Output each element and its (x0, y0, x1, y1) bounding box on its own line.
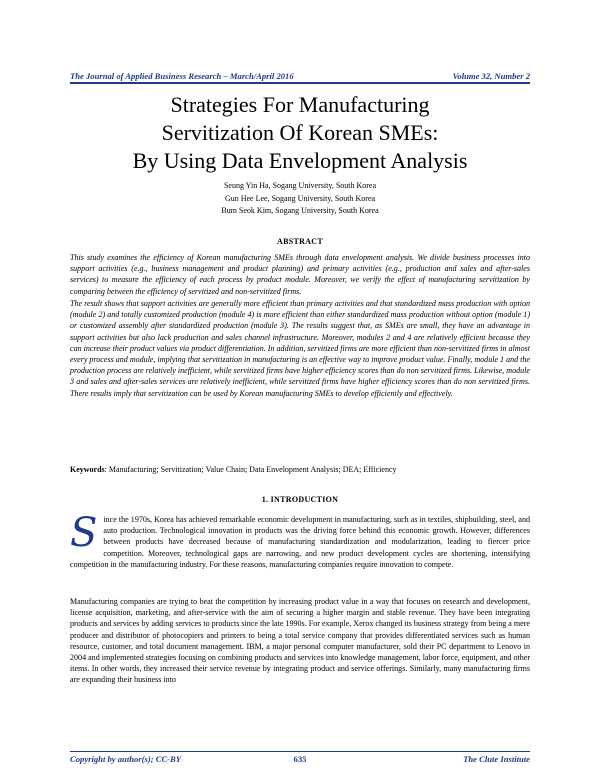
title-line: Strategies For Manufacturing (170, 92, 430, 117)
page-number: 635 (293, 754, 307, 764)
author-affiliation: Gun Hee Lee, Sogang University, South Korea (224, 193, 376, 203)
section-heading: 1. INTRODUCTION (261, 495, 339, 504)
keywords (70, 464, 530, 475)
title-line: By Using Data Envelopment Analysis (132, 148, 468, 173)
volume-number: Volume 32, Number 2 (452, 71, 530, 81)
copyright-notice: Copyright by author(s); CC-BY (70, 754, 182, 764)
keywords-text: : Manufacturing; Servitization; Value Chain; Data Envelopment Analysis; DEA; Efficiency (104, 465, 397, 474)
author-list (70, 180, 530, 218)
title-line: Servitization Of Korean SMEs: (161, 120, 439, 145)
body-paragraph: Manufacturing companies are trying to beat the competition by increasing product value in a way that focuses on research and development, license acquisition, marketing, and after-service with the aim of securing a higher margin and stable revenue. They have been integrating products and services by adding services to products since the late 1990s. For example, Xerox changed its business strategy from being a mere producer and distributor of photocopiers and printers to being a total service company that provides differentiated services such as human resource, customer, and total document management. IBM, a major personal computer manufacturer, sold their PC department to Lenovo in 2004 and implemented strategies focusing on combining products and services into knowledge management, labor force, equipment, and other items. In other words, they increased their service revenue by integrating product and service offerings. Similarly, many manufacturing firms are expanding their business into (70, 597, 530, 685)
author-affiliation: Bum Seok Kim, Sogang University, South Korea (221, 206, 379, 215)
header-divider (70, 82, 530, 84)
running-footer (70, 754, 530, 766)
abstract-heading: ABSTRACT (277, 237, 323, 246)
footer-divider (70, 751, 530, 752)
abstract-paragraph: This study examines the efficiency of Korean manufacturing SMEs through data envelopment analysis. We divide business processes into support activities (e.g., business management and product planning) and primary activities (e.g., production and sales and after-sales services) to measure the efficiency of each process by product module. Moreover, we verify the effect of manufacturing servitization by comparing between the efficiency of servitized and non-servitized firms. (70, 253, 530, 296)
journal-name: The Journal of Applied Business Research – March/April 2016 (70, 71, 294, 81)
intro-paragraph (70, 510, 530, 586)
author-affiliation: Seung Yin Ha, Sogang University, South Korea (223, 181, 377, 190)
keywords-label: Keywords (70, 465, 105, 474)
intro-text: ince the 1970s, Korea has achieved remarkable economic development in manufacturing, such as in textiles, shipbuilding, steel, and auto production. Technological innovation in products was the driving force behind this economic growth. However, differences between products have decreased because of manufacturing standardization and modularization, leading to fiercer price competition. Moreover, technological gaps are narrowing, and new product development cycles are shortening, intensifying competition in the manufacturing industry. For these reasons, manufacturing companies require innovation to compete. (70, 515, 530, 569)
drop-cap: S (70, 510, 98, 556)
abstract-paragraph: The result shows that support activities are generally more efficient than primary activities and that standardized mass production with option (module 2) and totally customized production (module 4) is more efficient than either standardized mass production without option (module 1) or customized assembly after standardized production (module 3). The results suggest that, as SMEs are small, they have an advantage in support activities but also lack production and sales channel infrastructure. Moreover, modules 2 and 4 are relatively efficient because they can increase their product values via product differentiation. In addition, servitized firms are more efficient than non-servitized firms in almost every process and module, implying that servitization in manufacturing is an effective way to improve product value. Finally, module 1 and the production process are relatively inefficient, while servitized firms have higher efficiency scores than do non servitized firms. Likewise, module 3 and sales and after-sales services are relatively inefficient, while servitized firms have higher efficiency scores than do non servitized firms. There results imply that servitization can be used by Korean manufacturing SMEs to develop efficiently and effectively. (70, 299, 530, 398)
publisher-name: The Clute Institute (463, 754, 530, 764)
paper-title (70, 91, 530, 175)
